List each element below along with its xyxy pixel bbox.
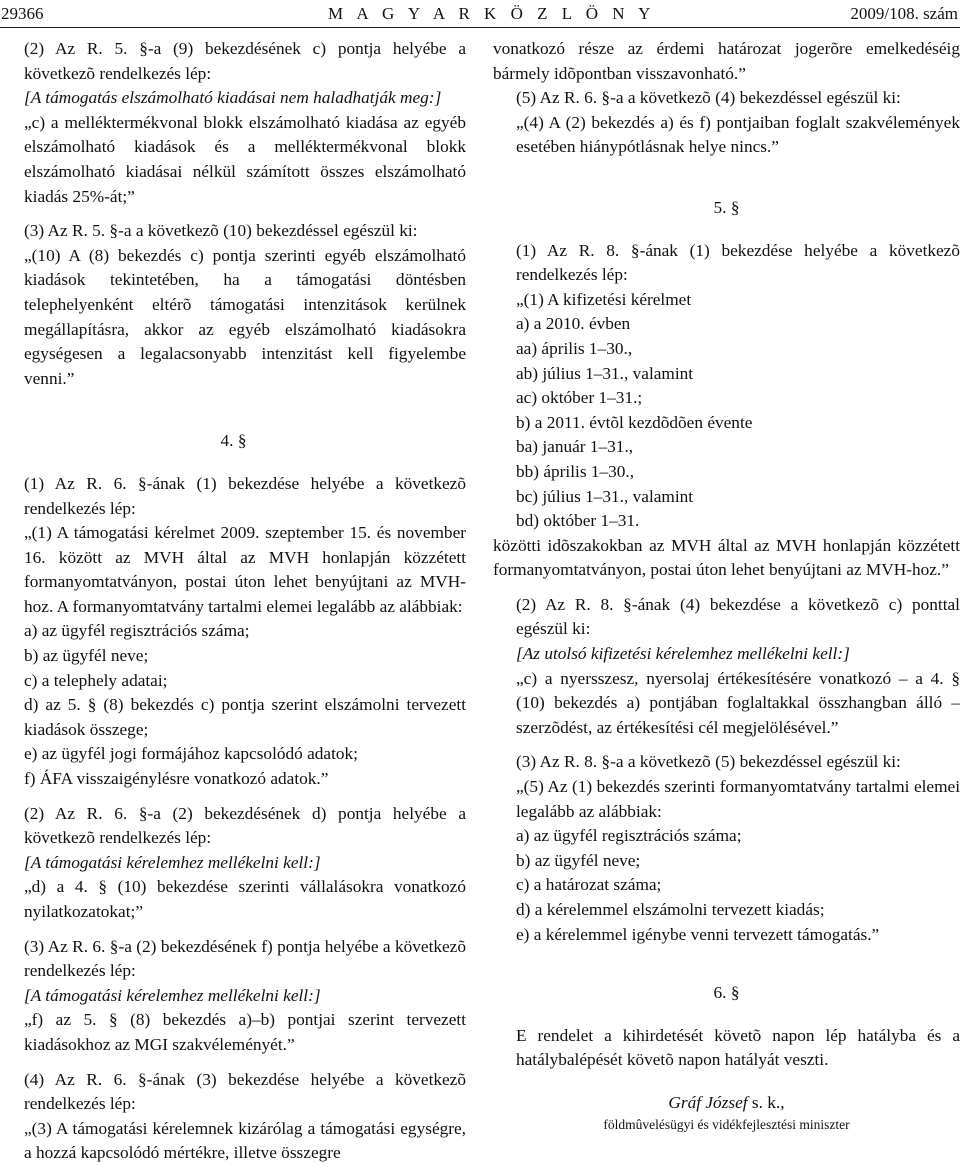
paragraph: E rendelet a kihirdetését követõ napon lép hatályba és a hatálybalépését követõ napon hatályát veszti. [516,1025,960,1070]
list-item: a) az ügyfél regisztrációs száma; [516,826,742,846]
section-heading: 5. § [713,197,740,217]
paragraph: „c) a melléktermékvonal blokk elszámolható kiadása az egyéb elszámolható kiadások és a melléktermékvonal blokk elszámolható kiadásai nélkül számított összes elszámolható kiadás 25%-át;” [24,112,466,206]
list-item: e) az ügyfél jogi formájához kapcsolódó adatok; [24,744,358,764]
paragraph: „(1) A kifizetési kérelmet [516,289,692,309]
paragraph: „(1) A támogatási kérelmet 2009. szeptember 15. és november 16. között az MVH által az MVH honlapján közzétett formanyomtatványon, postai úton lehet benyújtani az MVH-hoz. A formanyomtatvány tartalmi elemei legalább az alábbiak: [24,523,466,616]
list-item: ac) október 1–31.; [516,388,643,408]
paragraph: (4) Az R. 6. §-ának (3) bekezdése helyébe a következõ rendelkezés lép: [24,1069,466,1114]
paragraph: „d) a 4. § (10) bekezdése szerinti vállalásokra vonatkozó nyilatkozatokat;” [24,877,466,921]
signature-abbreviation: s. k., [747,1092,785,1112]
list-item: b) az ügyfél neve; [516,850,641,870]
signatory-title: földmûvelésügyi és vidékfejlesztési miniszter [603,1116,850,1132]
header-rule [0,27,960,28]
list-item: a) a 2010. évben [516,314,631,334]
list-item: aa) április 1–30., [516,338,633,358]
paragraph: [A támogatási kérelemhez mellékelni kell:] [24,852,321,872]
paragraph: (3) Az R. 6. §-a (2) bekezdésének f) pontja helyébe a következõ rendelkezés lép: [24,936,466,981]
paragraph: (2) Az R. 6. §-a (2) bekezdésének d) pontja helyébe a következõ rendelkezés lép: [24,803,466,848]
list-item: bd) október 1–31. [516,511,640,531]
list-item: a) az ügyfél regisztrációs száma; [24,621,250,641]
paragraph: „(3) A támogatási kérelemnek kizárólag a támogatási egységre, a hozzá kapcsolódó mértékre, illetve összegre [24,1118,466,1163]
section-heading: 4. § [220,431,247,451]
list-item: d) az 5. § (8) bekezdés c) pontja szerint elszámolni tervezett kiadások összege; [24,695,466,739]
signature [493,1091,960,1116]
list-item: e) a kérelemmel igénybe venni tervezett támogatás.” [516,924,880,944]
list-item: b) a 2011. évtõl kezdõdõen évente [516,412,753,432]
list-item: bc) július 1–31., valamint [516,486,694,506]
paragraph: (3) Az R. 5. §-a a következõ (10) bekezdéssel egészül ki: [24,221,418,241]
publication-title: M A G Y A R K Ö Z L Ö N Y [328,4,656,23]
left-column [1,37,466,1166]
paragraph: vonatkozó része az érdemi határozat jogerõre emelkedéséig bármely idõpontban visszavonható.” [493,39,960,83]
paragraph: [Az utolsó kifizetési kérelemhez mellékelni kell:] [516,644,850,664]
paragraph: „c) a nyersszesz, nyersolaj értékesítésére vonatkozó – a 4. § (10) bekezdés a) pontjában foglaltakkal összhangban álló – szerzõdést, az értékesítési cél megjelölésével.” [516,668,960,737]
paragraph: (3) Az R. 8. §-a a következõ (5) bekezdéssel egészül ki: [516,752,901,772]
list-item: bb) április 1–30., [516,461,635,481]
page-header [0,2,960,28]
list-item: b) az ügyfél neve; [24,646,149,666]
paragraph: [A támogatás elszámolható kiadásai nem haladhatják meg:] [24,88,442,108]
page-number: 29366 [1,4,44,23]
list-item: ba) január 1–31., [516,437,634,457]
paragraph: (2) Az R. 8. §-ának (4) bekezdése a következõ c) ponttal egészül ki: [516,594,960,639]
list-item: c) a határozat száma; [516,875,662,895]
issue-number: 2009/108. szám [850,4,958,23]
paragraph: „(4) A (2) bekezdés a) és f) pontjaiban foglalt szakvélemények esetében hiánypótlásnak helye nincs.” [516,112,960,157]
right-column [493,37,960,1134]
paragraph: „(5) Az (1) bekezdés szerinti formanyomtatvány tartalmi elemei legalább az alábbiak: [516,777,960,821]
list-item: f) ÁFA visszaigénylésre vonatkozó adatok.” [24,769,329,789]
paragraph: (2) Az R. 5. §-a (9) bekezdésének c) pontja helyébe a következõ rendelkezés lép: [24,39,466,83]
paragraph: (1) Az R. 6. §-ának (1) bekezdése helyébe a következõ rendelkezés lép: [24,473,466,518]
paragraph: (5) Az R. 6. §-a a következõ (4) bekezdéssel egészül ki: [516,88,901,108]
paragraph: „(10) A (8) bekezdés c) pontja szerinti egyéb elszámolható kiadások tekintetében, ha a támogatási döntésben telephelyenként eltérõ támogatási intenzitások kerülnek megállapításra, akkor az egyéb elszámolható kiadásokra egységesen a legalacsonyabb intenzitást kell figyelembe venni.” [24,245,466,388]
section-heading: 6. § [713,983,740,1003]
paragraph: közötti idõszakokban az MVH által az MVH honlapján közzétett formanyomtatványon, postai úton lehet benyújtani az MVH-hoz.” [493,535,960,580]
list-item: c) a telephely adatai; [24,670,168,690]
paragraph: „f) az 5. § (8) bekezdés a)–b) pontjai szerint tervezett kiadásokhoz az MGI szakvéleményét.” [24,1010,466,1054]
paragraph: [A támogatási kérelemhez mellékelni kell:] [24,985,321,1005]
list-item: ab) július 1–31., valamint [516,363,694,383]
paragraph: (1) Az R. 8. §-ának (1) bekezdése helyébe a következõ rendelkezés lép: [516,240,960,285]
list-item: d) a kérelemmel elszámolni tervezett kiadás; [516,900,825,919]
signatory-name: Gráf József [668,1092,748,1112]
